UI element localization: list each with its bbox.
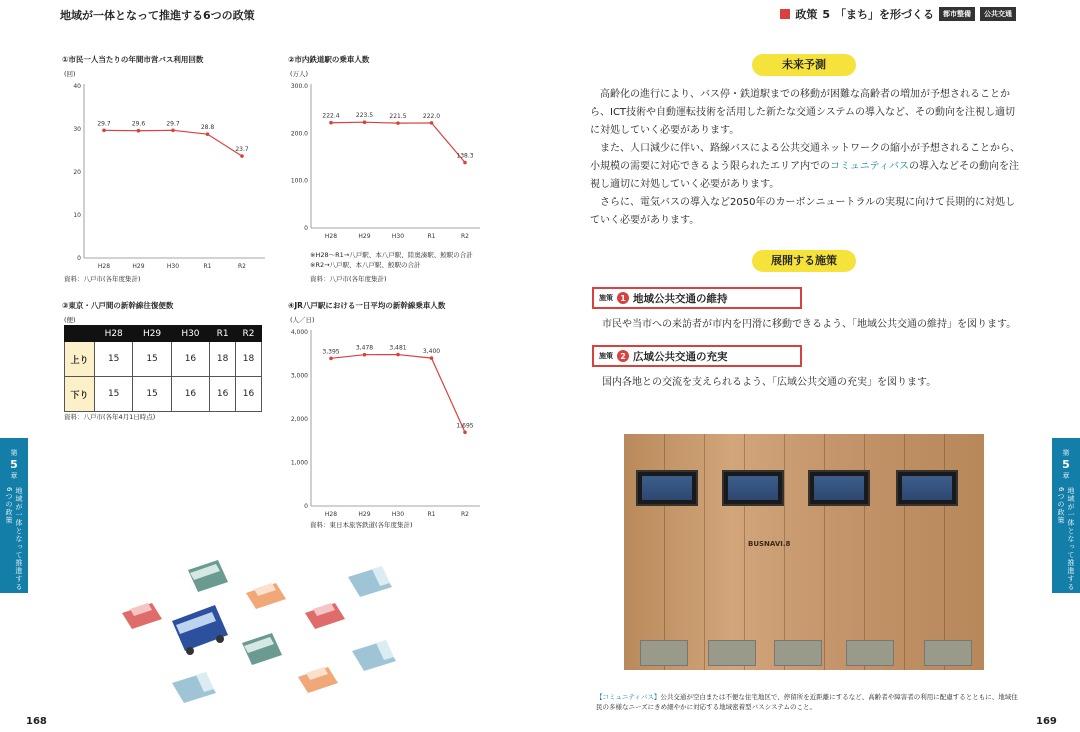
chart1-unit: (回) — [64, 70, 76, 78]
monitor-icon — [636, 470, 698, 506]
measure-1-label: 施策 — [599, 294, 613, 302]
future-forecast-heading: 未来予測 — [752, 54, 856, 76]
chart4-unit: (人／日) — [290, 316, 315, 324]
chart1-xtick-label: H29 — [132, 263, 145, 270]
chart4-point — [363, 353, 367, 357]
chart2-point — [363, 120, 367, 124]
monitor-icon — [722, 470, 784, 506]
chart2-data-label: 222.4 — [322, 112, 340, 120]
chart1-ytick-label: 20 — [73, 169, 81, 176]
chart2-point — [430, 121, 434, 125]
chart1-point — [102, 128, 106, 132]
vehicles-illustration — [110, 555, 410, 715]
car-icon — [305, 603, 345, 629]
table-header-r2: R2 — [236, 326, 262, 342]
table-cell: 16 — [171, 342, 209, 377]
measure-1-number: 1 — [617, 292, 629, 304]
chart4-point — [463, 430, 467, 434]
table-row — [65, 342, 262, 377]
forecast-paragraph-2a: また、人口減少に伴い、路線バスによる公共交通ネットワークの縮小が予想されることから、小規模の需要に対応できるよう限られたエリア内での — [590, 143, 1020, 172]
chart1-data-label: 23.7 — [235, 146, 249, 154]
chapter-label: 第 — [10, 449, 18, 457]
chart1-point — [240, 154, 244, 158]
truck-icon — [352, 640, 396, 671]
table-header-r1: R1 — [210, 326, 236, 342]
chart4-source: 資料：東日本旅客鉄道(各年度集計) — [310, 521, 413, 529]
car-icon — [246, 583, 286, 609]
chart2-unit: (万人) — [290, 70, 309, 78]
chart1-ytick-label: 30 — [73, 126, 81, 133]
chart1-data-label: 28.8 — [200, 124, 215, 132]
forecast-paragraph-2 — [590, 140, 1020, 194]
policy-title: 「まち」を形づくる — [835, 8, 934, 21]
left-page-title: 地域が一体となって推進する6つの政策 — [60, 9, 255, 22]
caption-text: 公共交通が空白または不便な住宅地区で、停留所を近距離にするなど、高齢者や障害者の利用に配慮するとともに、地域住民の多様なニーズにきめ細やかに対応する地域密着型バスシステムのこと。 — [596, 693, 1018, 711]
chart4-ytick-label: 0 — [304, 503, 308, 510]
chart2-notes — [310, 250, 473, 270]
community-bus-term: コミュニティバス — [830, 161, 909, 172]
tag-urban: 都市整備 — [939, 7, 975, 21]
chart4-xtick-label: H30 — [391, 511, 405, 518]
planter — [924, 640, 972, 666]
chart1-xtick-label: R1 — [203, 263, 212, 270]
table3-unit: (便) — [64, 316, 76, 324]
page-number-left: 168 — [26, 716, 47, 727]
chart4-series-line — [331, 355, 465, 433]
chart1-ytick-label: 0 — [77, 255, 81, 262]
chart2-point — [463, 161, 467, 165]
measure-2-desc: 国内各地との交流を支えられるよう、「広域公共交通の充実」を図ります。 — [602, 377, 937, 388]
forecast-paragraph-1: 高齢化の進行により、バス停・鉄道駅までの移動が困難な高齢者の増加が予想されることから、ICT技術や自動運転技術を活用した新たな交通システムの導入など、その動向を注視し適切に対処していく必要があります。 — [590, 89, 1016, 136]
table-header-h30: H30 — [171, 326, 209, 342]
chapter-text: 地域が一体となって推進する6つの政策 — [1057, 487, 1075, 591]
chart4-data-label: 3,400 — [422, 348, 441, 356]
chart4-line-group — [322, 345, 473, 434]
chart4-point — [430, 356, 434, 360]
page-number-right: 169 — [1036, 716, 1057, 727]
measure-1-desc: 市民や当市への来訪者が市内を円滑に移動できるよう、「地域公共交通の維持」を図ります。 — [602, 319, 1017, 330]
car-icon — [122, 603, 162, 629]
photo-caption — [596, 692, 1020, 712]
chart2-xticks — [325, 233, 469, 238]
table3-source: 資料：八戸市(各年4月1日時点) — [64, 413, 156, 421]
table-header-h29: H29 — [133, 326, 171, 342]
table-cell: 16 — [171, 377, 209, 412]
table3-title: ③東京・八戸間の新幹線往復便数 — [62, 301, 174, 310]
van-icon — [242, 633, 282, 665]
truck-icon — [348, 566, 392, 597]
chart4-xtick-label: H29 — [358, 511, 371, 518]
chart4-xtick-label: H28 — [324, 511, 338, 518]
chart4-xtick-label: R1 — [427, 511, 436, 518]
chart4-point — [329, 357, 333, 361]
planter — [708, 640, 756, 666]
chart4-point — [396, 353, 400, 357]
chart2-data-label: 222.0 — [422, 112, 441, 120]
policy-label: 政策 — [795, 8, 818, 21]
table-cell: 16 — [236, 377, 262, 412]
chart2-ytick-label: 200.0 — [290, 130, 308, 138]
chapter-text: 地域が一体となって推進する6つの政策 — [5, 487, 23, 591]
chart1-data-label: 29.7 — [97, 120, 111, 128]
chart1-series-line — [104, 130, 242, 156]
chart4-ytick-label: 4,000 — [290, 329, 308, 336]
table-cell: 15 — [95, 342, 133, 377]
chart1-line-group — [97, 120, 249, 158]
measure-1 — [592, 287, 802, 309]
measure-2-label: 施策 — [599, 352, 613, 360]
chart4-data-label: 3,478 — [355, 344, 374, 352]
chart2-xtick-label: R1 — [427, 233, 436, 238]
chart1-data-label: 29.6 — [131, 120, 146, 128]
chart2-xtick-label: H28 — [324, 233, 338, 238]
chart4-data-label: 1,695 — [456, 422, 474, 430]
table-row — [65, 377, 262, 412]
chart4-title: ④JR八戸駅における一日平均の新幹線乗車人数 — [288, 301, 446, 310]
table-corner — [65, 326, 95, 342]
forecast-paragraph-2b: の導入などその動向を注視し適切に対処していく必要があります。 — [590, 161, 1019, 190]
chapter-number: 5 — [10, 458, 18, 471]
bus-icon — [172, 605, 228, 655]
policy-header — [780, 6, 1016, 22]
monitor-icon — [896, 470, 958, 506]
chapter-number: 5 — [1062, 458, 1070, 471]
table-cell: 15 — [133, 342, 171, 377]
chart2-ytick-label: 0 — [304, 225, 308, 232]
chart1-xtick-label: R2 — [238, 263, 246, 270]
measure-1-title: 地域公共交通の維持 — [633, 292, 728, 305]
chart2-data-label: 223.5 — [355, 112, 374, 120]
caption-term: 【コミュニティバス】 — [596, 693, 661, 701]
chart4-yticks — [291, 329, 308, 510]
chart2-ytick-label: 300.0 — [290, 83, 308, 90]
table-header-h28: H28 — [95, 326, 133, 342]
chart2-note-2: ※R2→八戸駅、本八戸駅、鮫駅の合計 — [310, 261, 421, 269]
monitor-icon — [808, 470, 870, 506]
chart2-point — [329, 121, 333, 125]
chart2-note-1: ※H28～R1→八戸駅、本八戸駅、陸奥湊駅、鮫駅の合計 — [310, 251, 473, 259]
chart2-line-group — [322, 112, 473, 164]
chart1-data-label: 29.7 — [166, 120, 180, 128]
red-square-icon — [780, 9, 790, 19]
chart2-title: ②市内鉄道駅の乗車人数 — [288, 55, 370, 64]
chapter-suffix: 章 — [10, 472, 18, 480]
chart4-xticks — [325, 511, 469, 518]
van-icon — [188, 560, 228, 592]
row-label-down: 下り — [65, 377, 95, 412]
chart1-xtick-label: H30 — [166, 263, 180, 270]
table-cell: 15 — [95, 377, 133, 412]
planter — [640, 640, 688, 666]
chart4-ytick-label: 3,000 — [290, 372, 308, 380]
planter — [846, 640, 894, 666]
table-cell: 18 — [210, 342, 236, 377]
chart2-data-label: 138.3 — [456, 152, 474, 160]
chart4-data-label: 3,481 — [389, 344, 407, 352]
tag-transit: 公共交通 — [980, 7, 1016, 21]
truck-icon — [172, 672, 216, 703]
chart1-point — [171, 128, 175, 132]
chart4 — [285, 324, 485, 520]
chart1-source: 資料：八戸市(各年度集計) — [64, 275, 141, 283]
table-cell: 15 — [133, 377, 171, 412]
chart2-xtick-label: R2 — [461, 233, 469, 238]
measures-heading: 展開する施策 — [752, 250, 856, 272]
chart2-series-line — [331, 122, 465, 162]
chart2-point — [396, 121, 400, 125]
chart1 — [60, 78, 275, 272]
chart2-yticks — [291, 83, 308, 232]
bus-navi-photo — [624, 434, 984, 670]
row-label-up: 上り — [65, 342, 95, 377]
chart4-xtick-label: R2 — [461, 511, 469, 518]
policy-number: 5 — [822, 7, 830, 21]
chart1-ytick-label: 10 — [73, 212, 81, 219]
chapter-tab-left — [0, 438, 28, 593]
measure-2-title: 広域公共交通の充実 — [633, 350, 728, 363]
chart4-ytick-label: 2,000 — [290, 416, 308, 423]
flights-table — [64, 325, 262, 412]
chart2-source: 資料：八戸市(各年度集計) — [310, 275, 387, 283]
chart1-xticks — [98, 263, 246, 270]
chart2-xtick-label: H30 — [391, 233, 405, 238]
table-cell: 16 — [210, 377, 236, 412]
chart1-point — [137, 129, 141, 133]
chart2-ytick-label: 100.0 — [290, 177, 308, 185]
planter — [774, 640, 822, 666]
chart2-xtick-label: H29 — [358, 233, 371, 238]
chapter-tab-right — [1052, 438, 1080, 593]
forecast-paragraph-3: さらに、電気バスの導入など2050年のカーボンニュートラルの実現に向けて長期的に対処していく必要があります。 — [590, 197, 1016, 226]
table-cell: 18 — [236, 342, 262, 377]
chart2 — [285, 78, 485, 238]
measure-2 — [592, 345, 802, 367]
chart1-ytick-label: 40 — [73, 83, 81, 90]
chart4-ytick-label: 1,000 — [290, 459, 308, 467]
chart2-data-label: 221.5 — [389, 113, 407, 121]
photo-sign: BUSNAVI.8 — [748, 540, 791, 548]
car-icon — [298, 667, 338, 693]
chart1-yticks — [73, 83, 81, 262]
future-forecast-text — [590, 86, 1020, 230]
chapter-label: 第 — [1062, 449, 1070, 457]
chart1-title: ①市民一人当たりの年間市営バス利用回数 — [62, 55, 204, 64]
chart1-xtick-label: H28 — [97, 263, 111, 270]
chart1-point — [206, 132, 210, 136]
chart4-data-label: 3,395 — [322, 348, 340, 356]
measure-2-number: 2 — [617, 350, 629, 362]
chapter-suffix: 章 — [1062, 472, 1070, 480]
